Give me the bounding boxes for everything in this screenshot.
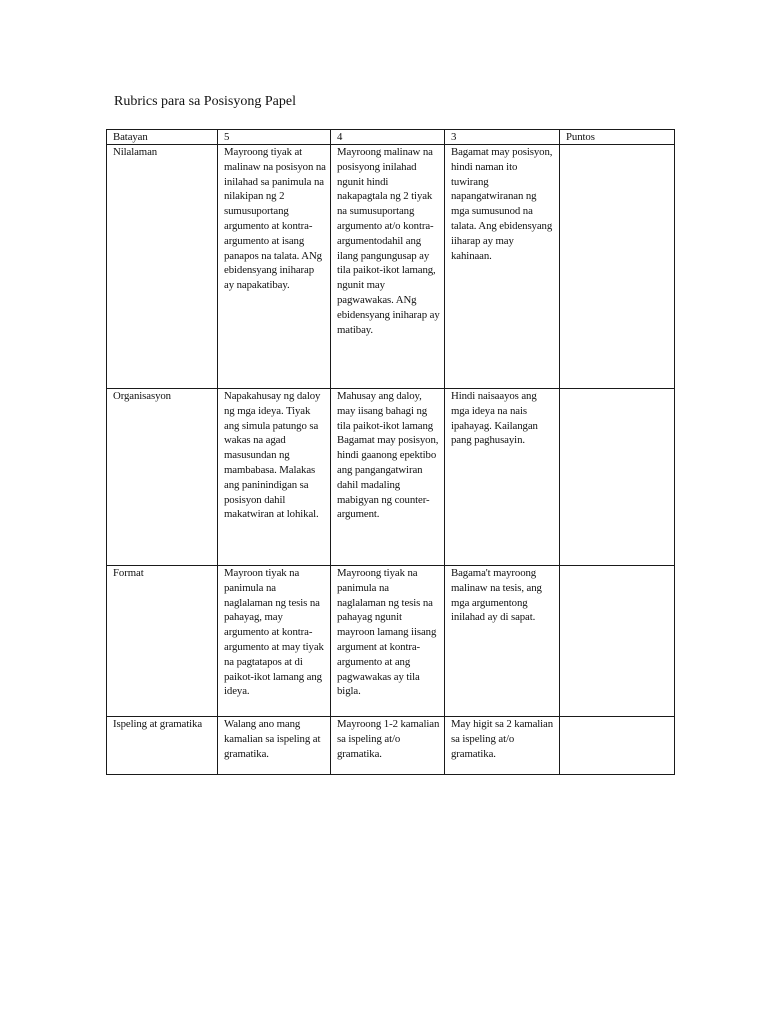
score-5-cell: Mayroon tiyak na panimula na naglalaman ng tesis na pahayag, may argumento at kontra-argumento at may tiyak na pagtatapos at di paikot-ikot lamang ang ideya. [218, 566, 331, 717]
score-3-cell: May higit sa 2 kamalian sa ispeling at/o gramatika. [445, 717, 560, 775]
score-3-cell: Bagamat may posisyon, hindi naman ito tuwirang napangatwiranan ng mga sumusunod na talata. Ang ebidensyang iiharap ay may kahinaan. [445, 145, 560, 389]
score-5-cell: Mayroong tiyak at malinaw na posisyon na inilahad sa panimula na nilakipan ng 2 sumusuportang argumento at kontra-argumento at isang panapos na talata. ANg ebidensyang iniharap ay napakatibay. [218, 145, 331, 389]
table-row [107, 717, 675, 775]
header-batayan: Batayan [107, 130, 218, 145]
header-score-4: 4 [331, 130, 445, 145]
rubric-table [106, 129, 675, 775]
score-3-cell: Hindi naisaayos ang mga ideya na nais ipahayag. Kailangan pang paghusayin. [445, 389, 560, 566]
header-score-5: 5 [218, 130, 331, 145]
points-cell [560, 145, 675, 389]
criterion-cell: Organisasyon [107, 389, 218, 566]
table-row [107, 566, 675, 717]
score-4-cell: Mahusay ang daloy, may iisang bahagi ng tila paikot-ikot lamang Bagamat may posisyon, hindi gaanong epektibo ang pangangatwiran dahil madaling mabigyan ng counter-argument. [331, 389, 445, 566]
score-5-cell: Napakahusay ng daloy ng mga ideya. Tiyak ang simula patungo sa wakas na agad masusundan ng mambabasa. Malakas ang paninindigan sa posisyon dahil makatwiran at lohikal. [218, 389, 331, 566]
points-cell [560, 717, 675, 775]
table-row [107, 389, 675, 566]
page-title: Rubrics para sa Posisyong Papel [114, 94, 296, 109]
points-cell [560, 389, 675, 566]
table-row [107, 145, 675, 389]
score-3-cell: Bagama't mayroong malinaw na tesis, ang mga argumentong inilahad ay di sapat. [445, 566, 560, 717]
score-4-cell: Mayroong malinaw na posisyong inilahad ngunit hindi nakapagtala ng 2 tiyak na sumusuportang argumento at/o kontra-argumentodahil ang ilang pangungusap ay tila paikot-ikot lamang, ngunit may pagwawakas. ANg ebidensyang iniharap ay matibay. [331, 145, 445, 389]
table-header-row [107, 130, 675, 145]
header-score-3: 3 [445, 130, 560, 145]
points-cell [560, 566, 675, 717]
score-5-cell: Walang ano mang kamalian sa ispeling at gramatika. [218, 717, 331, 775]
criterion-cell: Format [107, 566, 218, 717]
criterion-cell: Nilalaman [107, 145, 218, 389]
header-puntos: Puntos [560, 130, 675, 145]
score-4-cell: Mayroong tiyak na panimula na naglalaman ng tesis na pahayag ngunit mayroon lamang iisang argument at kontra-argumento at ang pagwawakas ay tila bigla. [331, 566, 445, 717]
criterion-cell: Ispeling at gramatika [107, 717, 218, 775]
score-4-cell: Mayroong 1-2 kamalian sa ispeling at/o gramatika. [331, 717, 445, 775]
